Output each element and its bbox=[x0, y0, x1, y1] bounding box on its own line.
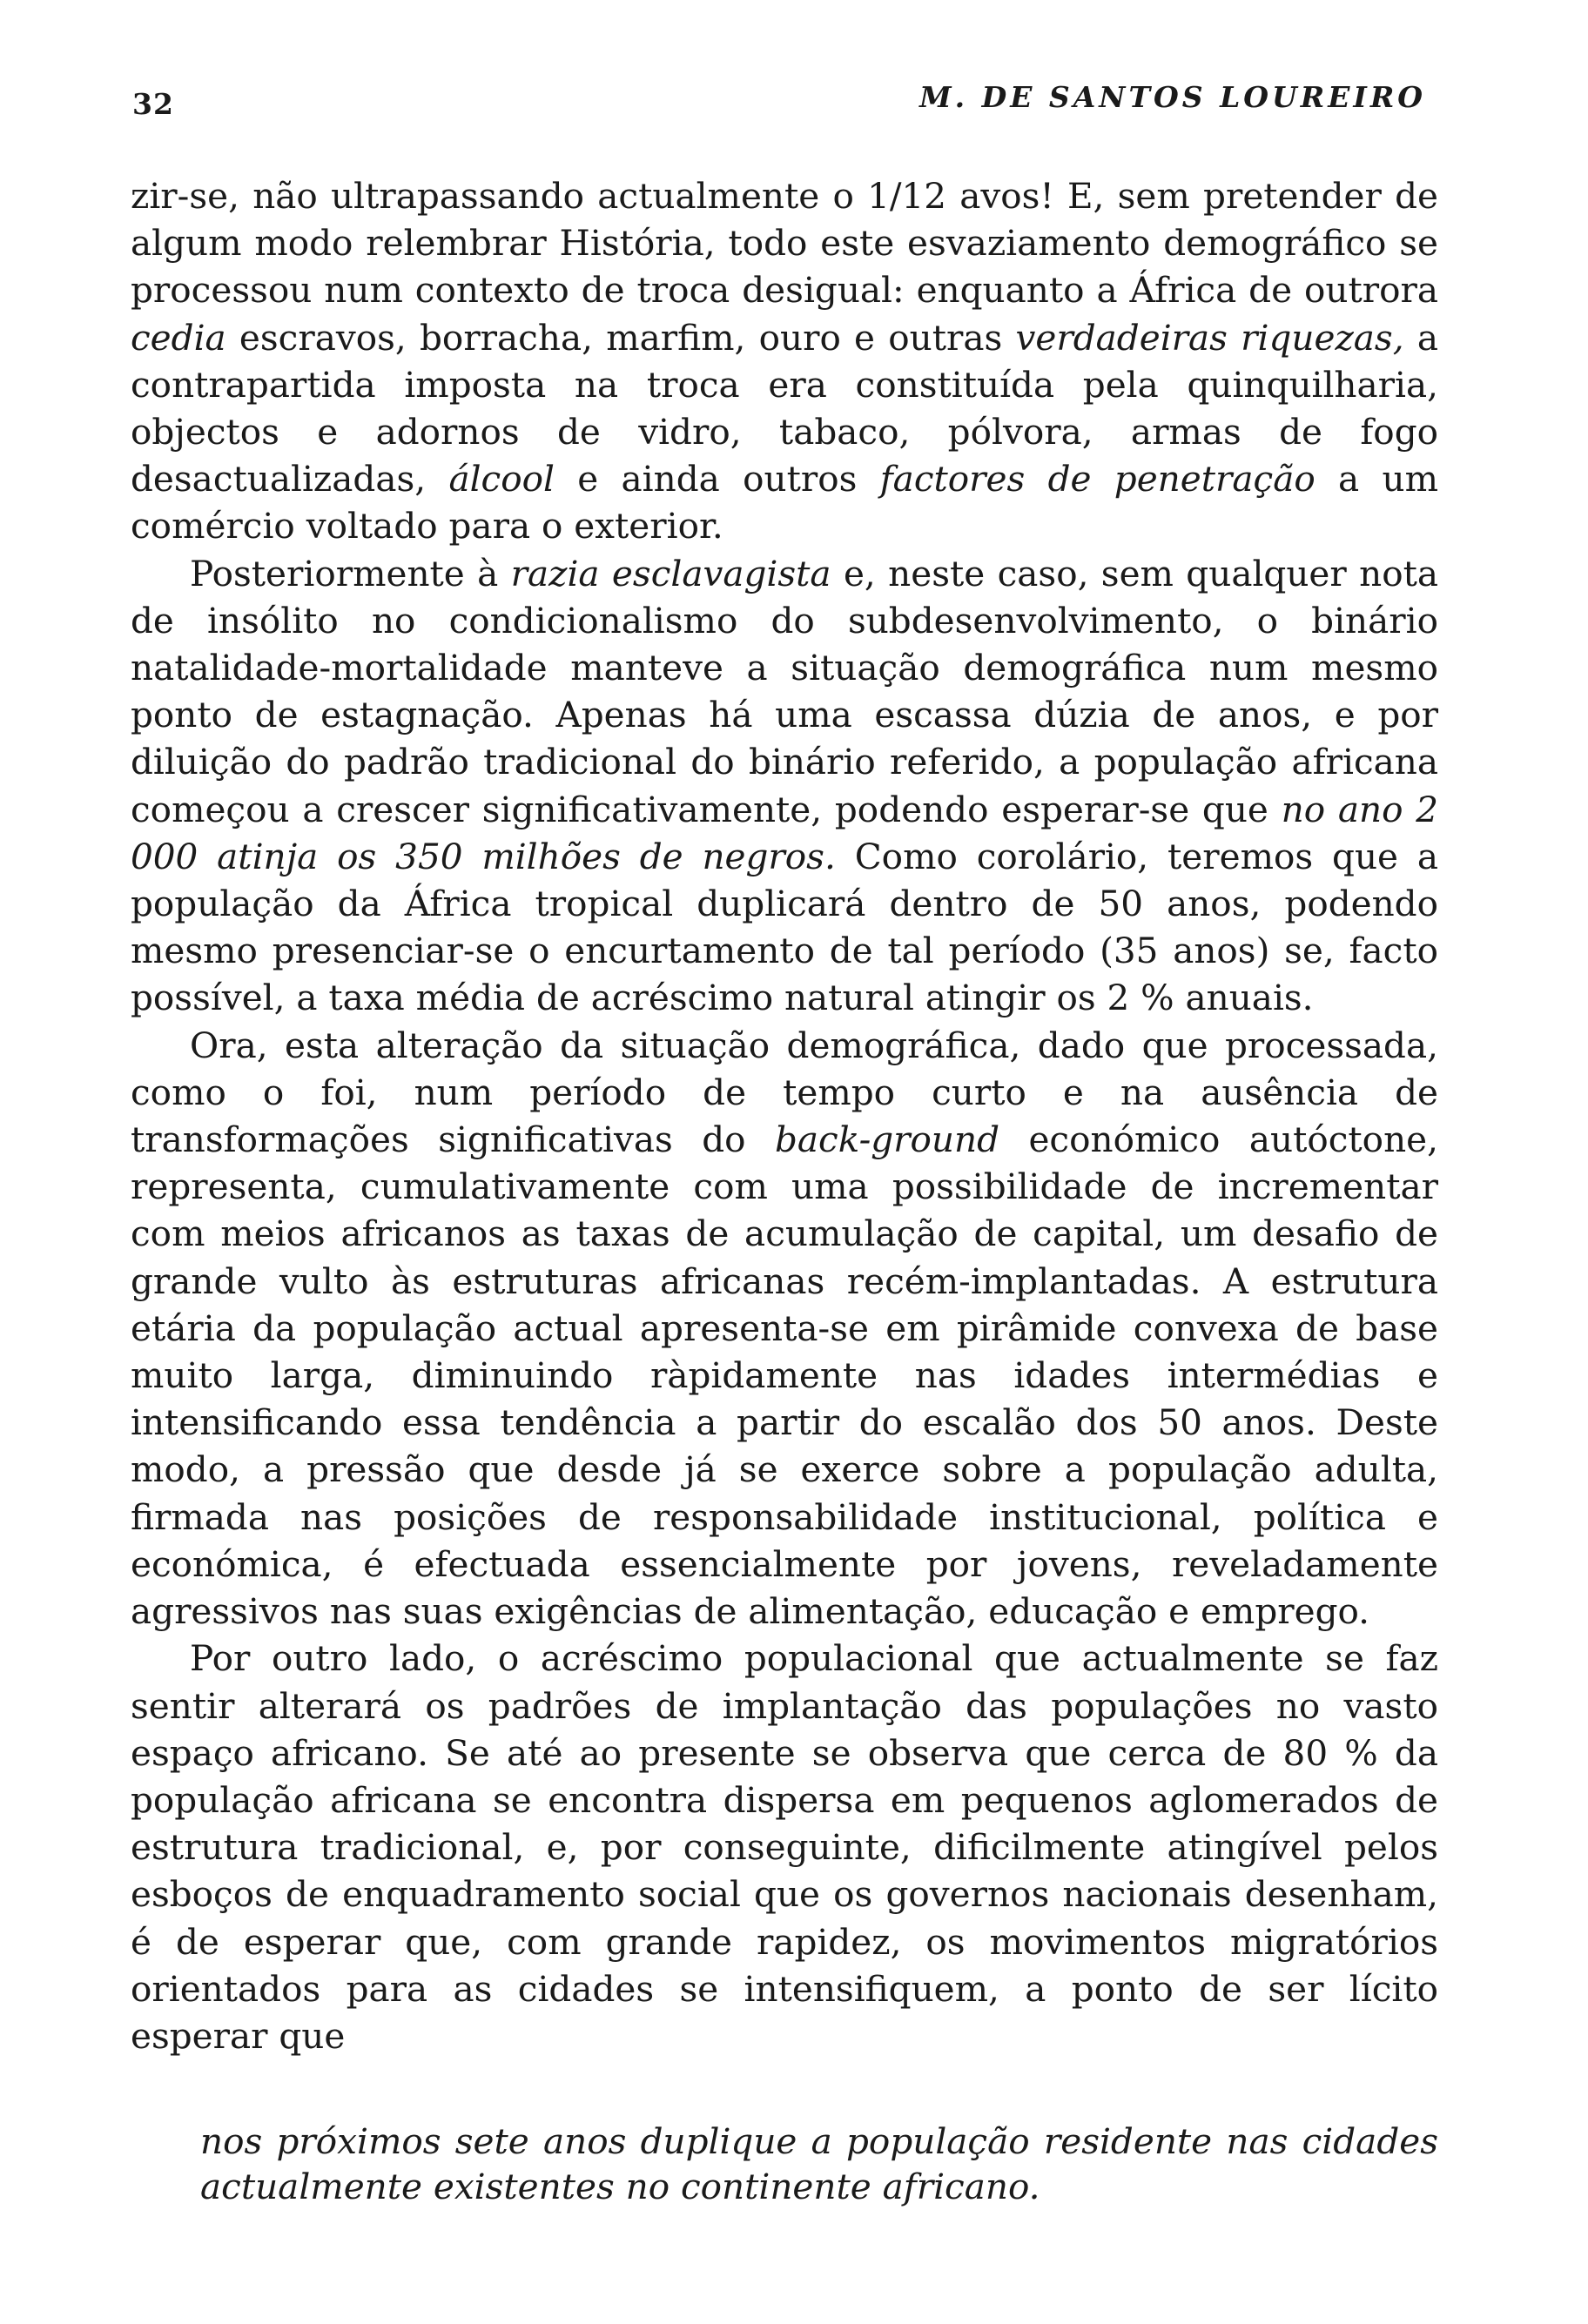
text-run: escravos, borracha, marfim, ouro e outras bbox=[225, 316, 1016, 359]
book-page bbox=[131, 70, 1438, 2209]
text-run-italic: back-ground bbox=[774, 1118, 1000, 1161]
text-run-italic: razia esclavagista bbox=[510, 552, 831, 594]
block-quote: nos próximos sete anos duplique a população residente nas cidades actualmente existentes no continente africano. bbox=[200, 2120, 1438, 2208]
paragraph-2 bbox=[131, 550, 1438, 1022]
text-run: e ainda outros bbox=[554, 458, 880, 500]
text-run: económico autóctone, representa, cumulativamente com uma possibilidade de incrementar com meios africanos as taxas de acumulação de capital, um desafio de grande vulto às estruturas africanas recém-implantadas. A estrutura etária da população actual apresenta-se em pirâmide convexa de base muito larga, diminuindo ràpidamente nas idades intermédias e intensificando essa tendência a partir do escalão dos 50 anos. Deste modo, a pressão que desde já se exerce sobre a população adulta, firmada nas posições de responsabilidade institucional, política e económica, é efectuada essencialmente por jovens, reveladamente agressivos nas suas exigências de alimentação, educação e emprego. bbox=[131, 1118, 1438, 1633]
text-run: Ora, esta alteração da situação demográfica, dado que processada, como o foi, num período de tempo curto e na ausência de transformações significativas do bbox=[131, 1024, 1438, 1161]
paragraph-3 bbox=[131, 1022, 1438, 1636]
paragraph-4 bbox=[131, 1635, 1438, 2059]
running-head-author: M. DE SANTOS LOUREIRO bbox=[919, 80, 1426, 114]
text-run: Por outro lado, o acréscimo populacional que actualmente se faz sentir alterará os padrões de implantação das populações no vasto espaço africano. Se até ao presente se observa que cerca de 80 % da população africana se encontra dispersa em pequenos aglomerados de estrutura tradicional, e, por conseguinte, dificilmente atingível pelos esboços de enquadramento social que os governos nacionais desenham, é de esperar que, com grande rapidez, os movimentos migratórios orientados para as cidades se intensifiquem, a ponto de ser lícito esperar que bbox=[131, 1637, 1438, 2057]
text-run: a contrapartida imposta na troca era constituída pela quinquilharia, objectos e adornos de vidro, tabaco, pólvora, armas de fogo desactualizadas, bbox=[131, 316, 1438, 500]
paragraph-1 bbox=[131, 172, 1438, 550]
text-run: zir-se, não ultrapassando actualmente o 1/12 avos! E, sem pretender de algum modo relembrar História, todo este esvaziamento demográfico se processou num contexto de troca desigual: enquanto a África de outrora bbox=[131, 175, 1438, 312]
page-number: 32 bbox=[132, 87, 174, 121]
text-run: e, neste caso, sem qualquer nota de insólito no condicionalismo do subdesenvolvimento, o binário natalidade-mortalidade manteve a situação demográfica num mesmo ponto de estagnação. Apenas há uma escassa dúzia de anos, e por diluição do padrão tradicional do binário referido, a população africana começou a crescer significativamente, podendo esperar-se que bbox=[131, 552, 1438, 830]
body-text bbox=[131, 172, 1438, 2059]
text-run-italic: álcool bbox=[448, 458, 555, 500]
text-run-italic: verdadeiras riquezas, bbox=[1015, 316, 1404, 359]
text-run: a um comércio voltado para o exterior. bbox=[131, 458, 1438, 547]
text-run: Posteriormente à bbox=[190, 552, 511, 594]
text-run-italic: factores de penetração bbox=[879, 458, 1315, 500]
text-run: Como corolário, teremos que a população da África tropical duplicará dentro de 50 anos, podendo mesmo presenciar-se o encurtamento de tal período (35 anos) se, facto possível, a taxa média de acréscimo natural atingir os 2 % anuais. bbox=[131, 835, 1438, 1019]
text-run-italic: cedia bbox=[131, 316, 226, 359]
text-run-italic: no ano 2 000 atinja os 350 milhões de negros. bbox=[131, 788, 1438, 877]
page-header bbox=[131, 70, 1438, 131]
